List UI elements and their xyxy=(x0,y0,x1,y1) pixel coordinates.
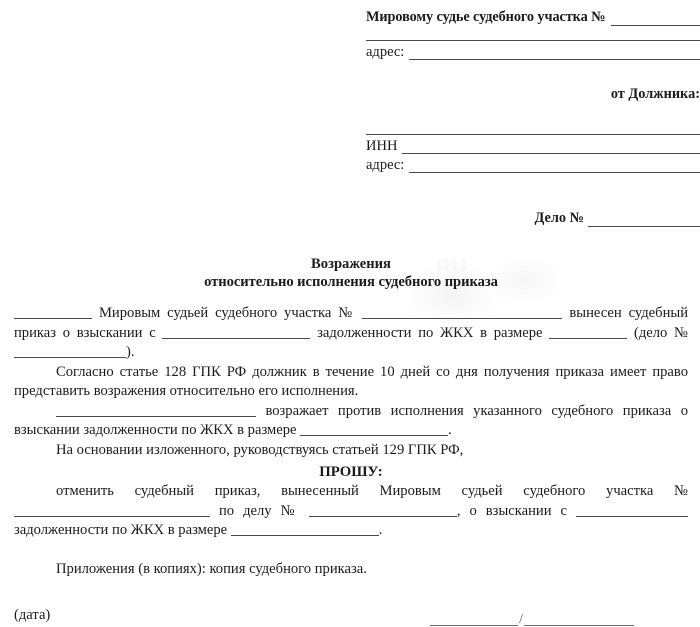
attachments-line: Приложения (в копиях): копия судебного приказа. xyxy=(56,560,367,577)
p3-text-a: возражает против исполнения указанного судебного приказа о взыскании задолженности по ЖКХ в размере xyxy=(14,402,688,438)
p5-text-a: отменить судебный приказ, вынесенный Мировым судьей судебного участка № xyxy=(56,483,688,499)
p1-debtor-blank[interactable] xyxy=(162,326,310,339)
paragraph-4 xyxy=(14,441,688,461)
p3-debtor-blank[interactable] xyxy=(56,404,256,417)
p3-text-b: . xyxy=(448,422,452,438)
document-footer xyxy=(14,606,688,626)
p5-district-blank[interactable] xyxy=(14,504,210,517)
p1-text-b: вынесен судебный приказ о взыскании с xyxy=(14,305,689,341)
addressee-address-blank[interactable] xyxy=(409,48,700,60)
debtor-address-row xyxy=(366,157,700,173)
p1-amount-blank[interactable] xyxy=(549,326,627,339)
p1-district-blank[interactable] xyxy=(362,306,562,319)
address-label-2: адрес: xyxy=(366,157,405,173)
document-header xyxy=(366,0,700,227)
from-debtor-label: от Должника: xyxy=(610,86,700,102)
p5-amount-blank[interactable] xyxy=(231,523,379,536)
p5-case-blank[interactable] xyxy=(309,504,457,517)
p2-text: Согласно статье 128 ГПК РФ должник в течение 10 дней со дня получения приказа имеет право представить возражения относительно его исполнения. xyxy=(14,363,688,399)
p1-text-d: (дело № xyxy=(633,324,688,341)
signature-name-blank[interactable] xyxy=(524,611,634,626)
paragraph-2 xyxy=(14,363,688,402)
p5-text-e: . xyxy=(378,522,383,538)
p1-case-blank[interactable] xyxy=(14,345,126,358)
signature-blank[interactable] xyxy=(430,611,518,626)
addressee-name-row xyxy=(366,29,700,41)
p4-text: На основании изложенного, руководствуясь статьей 129 ГПК РФ, xyxy=(56,441,464,458)
addressee-row xyxy=(366,9,700,26)
document-title-line-1: Возражения xyxy=(311,256,391,272)
addressee-address-row xyxy=(366,44,700,60)
debtor-inn-blank[interactable] xyxy=(402,142,700,154)
date-label: (дата) xyxy=(14,607,51,623)
debtor-row xyxy=(366,86,700,103)
case-label: Дело № xyxy=(534,210,584,226)
debtor-address-blank[interactable] xyxy=(409,161,700,173)
addressee-number-blank[interactable] xyxy=(611,14,700,26)
paragraph-1 xyxy=(14,304,688,363)
debtor-name-blank[interactable] xyxy=(366,123,700,135)
paragraph-3 xyxy=(14,402,688,441)
signature-block xyxy=(430,611,634,626)
addressee-name-blank[interactable] xyxy=(366,29,700,41)
p5-text-c: , о взыскании с xyxy=(456,502,567,519)
paragraph-5 xyxy=(14,482,688,541)
p5-text-b: по делу № xyxy=(219,502,300,519)
document-content xyxy=(14,0,700,627)
p1-text-c: задолженности по ЖКХ в размере xyxy=(317,324,543,341)
debtor-name-row xyxy=(366,123,700,135)
p5-text-d: задолженности по ЖКХ в размере xyxy=(14,522,228,538)
watermark-text: .RU xyxy=(429,254,469,280)
p5-debtor-blank[interactable] xyxy=(576,504,688,517)
case-number-blank[interactable] xyxy=(588,214,700,227)
request-heading: ПРОШУ: xyxy=(319,464,383,480)
p3-amount-blank[interactable] xyxy=(300,423,448,436)
signature-slash: / xyxy=(519,611,523,627)
p1-text-a: Мировым судьей судебного участка № xyxy=(98,305,356,321)
inn-label: ИНН xyxy=(366,138,398,154)
debtor-inn-row xyxy=(366,138,700,154)
p1-text-e: ). xyxy=(126,344,135,360)
address-label-1: адрес: xyxy=(366,44,405,60)
document-title xyxy=(14,255,688,291)
case-number-row xyxy=(366,210,700,227)
document-title-line-2: относительно исполнения судебного приказа xyxy=(204,274,498,290)
addressee-title: Мировому судье судебного участка № xyxy=(366,9,606,25)
p1-date-blank[interactable] xyxy=(14,306,92,319)
document-body xyxy=(14,304,688,626)
